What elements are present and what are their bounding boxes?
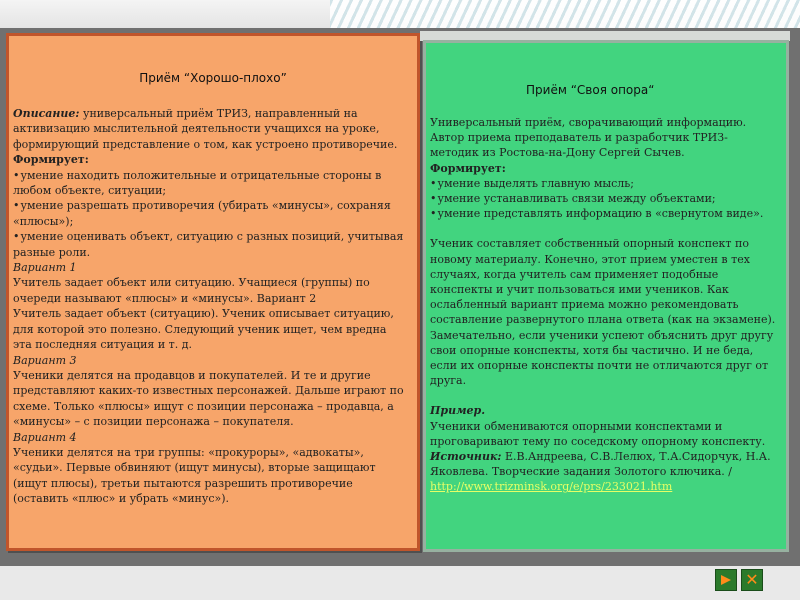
example-label: Пример. [430, 404, 486, 418]
right-panel [423, 40, 789, 552]
variant-line: схеме. Только «плюсы» ищут с позиции персонажа – продавца, а [13, 399, 394, 413]
forms-item: • умение оценивать объект, ситуацию с разных позиций, учитывая [13, 229, 413, 244]
intro-line: методик из Ростова-на-Дону Сергей Сычев. [430, 146, 685, 160]
variant-line: «минусы» – с позиции персонажа – покупателя. [13, 415, 294, 429]
example-line: Ученики обмениваются опорными конспектами и [430, 419, 723, 433]
right-panel-title: Приём “Своя опора“ [526, 83, 655, 97]
variant-line: Учитель задает объект (ситуацию). Ученик описывает ситуацию, [13, 307, 394, 321]
description-label: Описание: [13, 107, 80, 120]
variant-line: для которой это полезно. Следующий ученик ищет, чем вредна [13, 322, 387, 336]
forms-item-cont: разные роли. [13, 245, 91, 259]
forms-item-cont: «плюсы»); [13, 214, 74, 228]
spacer [430, 388, 786, 403]
left-panel-title: Приём “Хорошо-плохо” [139, 71, 287, 85]
spacer [430, 221, 786, 236]
source-line: Яковлева. Творческие задания Золотого ключика. / [430, 465, 733, 479]
decorative-stripes [330, 0, 800, 30]
forms-item: • умение находить положительные и отрицательные стороны в [13, 168, 413, 183]
intro-line: Автор приема преподаватель и разработчик ТРИЗ- [430, 131, 728, 145]
close-button[interactable] [741, 569, 763, 591]
source-label: Источник: [430, 450, 502, 464]
variant-line: Ученики делятся на продавцов и покупателей. И те и другие [13, 368, 371, 382]
paragraph-line: составление развернутого плана ответа (как на экзамене). [430, 313, 776, 327]
variant-4-label: Вариант 4 [13, 430, 77, 444]
forms-label: Формирует: [430, 161, 506, 175]
source-link-line [430, 479, 786, 494]
forms-item-cont: любом объекте, ситуации; [13, 184, 167, 198]
variant-line: (оставить «плюс» и убрать «минус»). [13, 492, 230, 506]
variant-3-label: Вариант 3 [13, 353, 77, 367]
intro-line: Универсальный приём, сворачивающий информацию. [430, 116, 747, 129]
variant-line: Ученики делятся на три группы: «прокуроры», «адвокаты», [13, 445, 364, 459]
paragraph-line: случаях, когда учитель сам применяет подобные [430, 267, 719, 281]
variant-line: Учитель задает объект или ситуацию. Учащиеся (группы) по [13, 276, 370, 290]
description-line: активизацию мыслительной деятельности учащихся на уроке, [13, 122, 380, 136]
left-panel-body [13, 106, 413, 507]
variant-line: очереди называют «плюсы» и «минусы». Вариант 2 [13, 291, 317, 305]
paragraph-line: конспекты и учит пользоваться ими учеников. Как [430, 283, 729, 297]
variant-1-label: Вариант 1 [13, 261, 77, 275]
arrow-right-icon [721, 575, 731, 585]
paragraph-line: свои опорные конспекты, хотя бы частично. И не беда, [430, 343, 754, 357]
forms-item: • умение выделять главную мысль; [430, 176, 786, 191]
paragraph-line: если их опорные конспекты почти не отличаются друг от [430, 359, 769, 373]
forms-item: • умение разрешать противоречия (убирать «минусы», сохраняя [13, 198, 413, 213]
description-line: формирующий представление о том, как устроено противоречие. [13, 137, 398, 151]
example-line: проговаривают тему по соседскому опорному конспекту. [430, 434, 766, 448]
paragraph-line: друга. [430, 374, 467, 388]
paragraph-line: Ученик составляет собственный опорный конспект по [430, 237, 749, 251]
forms-label: Формирует: [13, 153, 89, 167]
variant-line: «судьи». Первые обвиняют (ищут минусы), вторые защищают [13, 461, 376, 475]
right-panel-body [430, 115, 786, 495]
source-link[interactable]: http://www.trizminsk.org/e/prs/233021.htm [430, 480, 673, 494]
next-slide-button[interactable] [715, 569, 737, 591]
forms-item: • умение устанавливать связи между объектами; [430, 191, 786, 206]
description-line: Описание: универсальный приём ТРИЗ, направленный на [13, 107, 358, 120]
source-line: Источник: Е.В.Андреева, С.В.Лелюх, Т.А.Сидорчук, Н.А. [430, 450, 771, 464]
paragraph-line: Замечательно, если ученики успеют объяснить друг другу [430, 328, 774, 342]
forms-item: • умение представлять информацию в «свернутом виде». [430, 206, 786, 221]
left-panel [6, 33, 420, 551]
variant-line: представляют каких-то известных персонажей. Дальше играют по [13, 384, 404, 398]
paragraph-line: ослабленный вариант приема можно рекомендовать [430, 298, 739, 312]
close-icon: ✕ [745, 570, 759, 589]
variant-line: (ищут плюсы), третьи пытаются разрешить противоречие [13, 476, 353, 490]
bottom-bar [0, 566, 800, 600]
variant-line: эта последняя ситуация и т. д. [13, 338, 193, 352]
paragraph-line: новому материалу. Конечно, этот прием уместен в тех [430, 252, 750, 266]
